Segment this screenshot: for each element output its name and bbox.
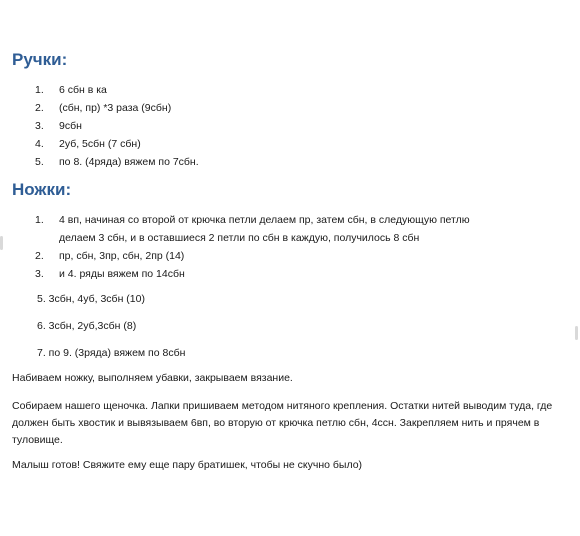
section-title-handles: Ручки: — [12, 50, 68, 69]
legs-row-7: 7. по 9. (3ряда) вяжем по 8сбн — [37, 347, 186, 359]
list-item — [35, 268, 185, 281]
legs-row-6: 6. 3сбн, 2уб,3сбн (8) — [37, 320, 137, 332]
legs-row-5: 5. 3сбн, 4уб, 3сбн (10) — [37, 293, 145, 305]
item-text: (сбн, пр) *3 раза (9сбн) — [59, 102, 172, 114]
item-text: 2уб, 5сбн (7 сбн) — [59, 138, 141, 150]
list-item — [35, 214, 470, 245]
item-text: 4 вп, начиная со второй от крючка петли делаем пр, затем сбн, в следующую петлю — [59, 214, 470, 226]
list-item — [35, 120, 82, 133]
item-number: 3. — [35, 120, 44, 132]
paragraph-assemble: Собираем нашего щеночка. Лапки пришиваем методом нитяного крепления. Остатки нитей выводим туда, где должен быть хвостик и вывязываем 6вп, во вторую от крючка петлю сбн, 4ссн. Закрепляем нить и прячем в туловище. — [12, 400, 553, 446]
item-number: 2. — [35, 250, 44, 262]
paragraph-stuff: Набиваем ножку, выполняем убавки, закрываем вязание. — [12, 372, 293, 384]
item-text: и 4. ряды вяжем по 14сбн — [59, 268, 185, 280]
item-text: 6 сбн в ка — [59, 84, 107, 96]
item-text: по 8. (4ряда) вяжем по 7сбн. — [59, 156, 199, 168]
page-edge-mark — [575, 326, 578, 340]
list-item — [35, 138, 141, 151]
list-item — [35, 102, 171, 115]
section-title-legs: Ножки: — [12, 180, 72, 199]
item-text: 9сбн — [59, 120, 82, 132]
item-number: 2. — [35, 102, 44, 114]
item-number: 5. — [35, 156, 44, 168]
paragraph-ready: Малыш готов! Свяжите ему еще пару братишек, чтобы не скучно было) — [12, 459, 363, 471]
item-text-continued: делаем 3 сбн, и в оставшиеся 2 петли по сбн в каждую, получилось 8 сбн — [59, 232, 420, 244]
list-item — [35, 156, 199, 169]
list-item — [35, 250, 184, 263]
page-edge-mark — [0, 236, 3, 250]
item-number: 4. — [35, 138, 44, 150]
item-number: 3. — [35, 268, 44, 280]
item-number: 1. — [35, 84, 44, 96]
item-number: 1. — [35, 214, 44, 226]
list-item — [35, 84, 107, 97]
item-text: пр, сбн, 3пр, сбн, 2пр (14) — [59, 250, 185, 262]
